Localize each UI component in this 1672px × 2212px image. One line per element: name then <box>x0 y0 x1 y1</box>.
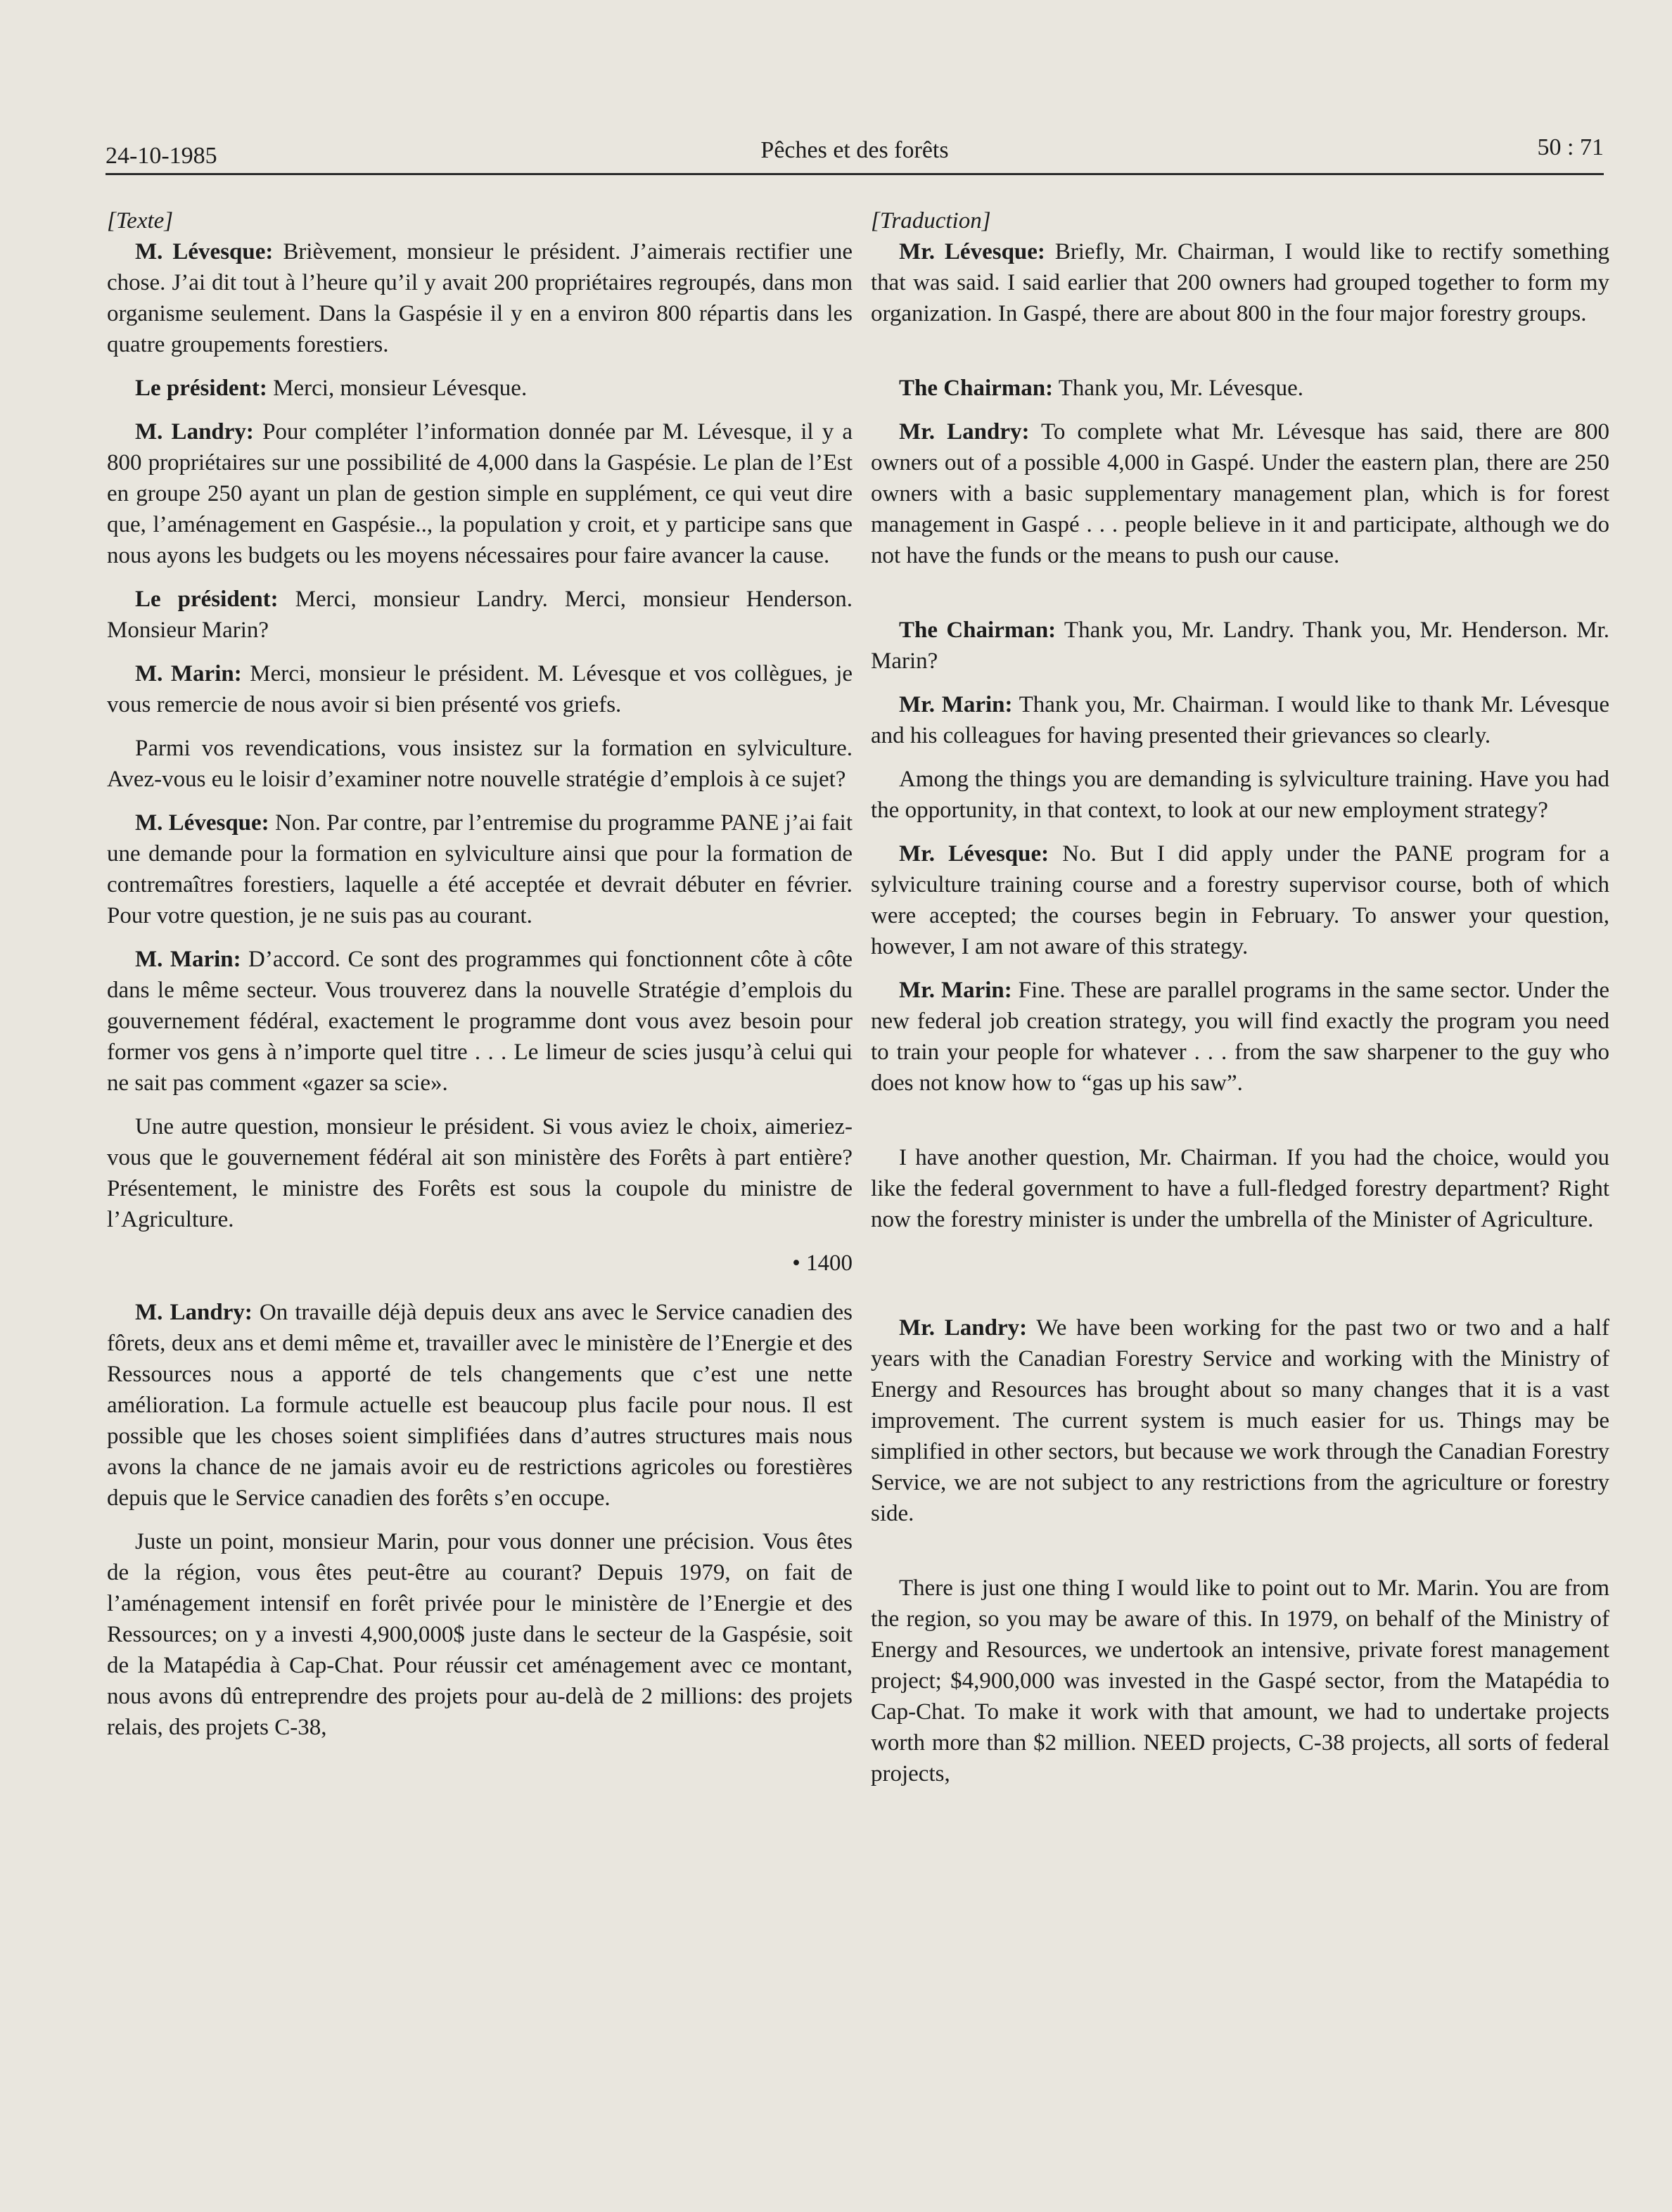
page-header <box>106 130 1604 172</box>
speaker: M. Lévesque: <box>135 810 269 836</box>
speaker: Mr. Lévesque: <box>899 841 1049 867</box>
speaker: Mr. Marin: <box>899 978 1012 1003</box>
paragraph: M. Marin: Merci, monsieur le président. M. Lévesque et vos collègues, je vous remercie de nous avoir si bien présenté vos griefs. <box>107 661 853 717</box>
header-page-number: 50 : 71 <box>1537 134 1604 160</box>
speaker: Mr. Marin: <box>899 692 1013 717</box>
paragraph: I have another question, Mr. Chairman. If you had the choice, would you like the federal government to have a full-fledged forestry department? Right now the forestry minister is under the umbrella of the Minister of Agriculture. <box>871 1145 1609 1232</box>
paragraph: Parmi vos revendications, vous insistez sur la formation en sylviculture. Avez-vous eu le loisir d’examiner notre nouvelle stratégie d’emplois à ce sujet? <box>107 736 853 792</box>
paragraph: Le président: Merci, monsieur Lévesque. <box>135 376 528 401</box>
speaker: M. Landry: <box>135 419 254 445</box>
paragraph: Mr. Landry: To complete what Mr. Lévesque has said, there are 800 owners out of a possible 4,000 in Gaspé. Under the eastern plan, there are 250 owners with a basic supplementary management plan, which is for forest management in Gaspé . . . people believe in it and participate, although we do not have the funds or the means to push our cause. <box>871 419 1609 568</box>
paragraph: Mr. Lévesque: Briefly, Mr. Chairman, I would like to rectify something that was said. I said earlier that 200 owners had grouped together to form my organization. In Gaspé, there are about 800 in the four major forestry groups. <box>871 239 1609 326</box>
speaker: Mr. Lévesque: <box>899 239 1045 264</box>
header-date: 24-10-1985 <box>106 143 217 169</box>
time-stamp: • 1400 <box>792 1251 853 1276</box>
speaker: The Chairman: <box>899 376 1054 401</box>
paragraph: Mr. Marin: Fine. These are parallel programs in the same sector. Under the new federal job creation strategy, you will find exactly the program you need to train your people for whatever . . . from the saw sharpener to the guy who does not know how to “gas up his saw”. <box>871 978 1609 1096</box>
speaker: The Chairman: <box>899 618 1057 643</box>
speaker: Mr. Landry: <box>899 419 1030 445</box>
header-rule <box>106 173 1604 175</box>
paragraph: Mr. Lévesque: No. But I did apply under the PANE program for a sylviculture training course and a forestry supervisor course, both of which were accepted; the courses begin in February. To answer your question, however, I am not aware of this strategy. <box>871 841 1609 959</box>
speaker: M. Landry: <box>135 1300 253 1325</box>
paragraph: There is just one thing I would like to point out to Mr. Marin. You are from the region, so you may be aware of this. In 1979, on behalf of the Ministry of Energy and Resources, we undertook an intensive, private forest management project; $4,900,000 was invested in the Gaspé sector, from the Matapédia to Cap-Chat. To make it work with that amount, we had to undertake projects worth more than $2 million. NEED projects, C-38 projects, all sorts of federal projects, <box>871 1575 1609 1786</box>
paragraph: M. Landry: On travaille déjà depuis deux ans avec le Service canadien des fôrets, deux ans et demi même et, travailler avec le ministère de l’Energie et des Ressources nous a apporté de tels changements que c’est une nette amélioration. La formule actuelle est beaucoup plus facile pour nous. Il est possible que les choses soient simplifiées dans d’autres structures mais nous avons la chance de ne jamais avoir eu de restrictions agricoles ou forestières depuis que le Service canadien des forêts s’en occupe. <box>107 1300 853 1511</box>
text-marker: [Texte] <box>107 208 174 234</box>
french-column <box>107 205 853 1743</box>
paragraph: The Chairman: Thank you, Mr. Landry. Thank you, Mr. Henderson. Mr. Marin? <box>871 618 1610 674</box>
paragraph: Une autre question, monsieur le président. Si vous aviez le choix, aimeriez-vous que le gouvernement fédéral ait son ministère des Forêts à part entière? Présentement, le ministre des Forêts est sous la coupole du ministre de l’Agriculture. <box>107 1114 853 1232</box>
paragraph: The Chairman: Thank you, Mr. Lévesque. <box>899 376 1304 401</box>
paragraph: Juste un point, monsieur Marin, pour vous donner une précision. Vous êtes de la région, vous êtes peut-être au courant? Depuis 1979, on fait de l’aménagement intensif en forêt privée pour le ministère de l’Energie et des Ressources; on y a investi 4,900,000$ juste dans le secteur de la Gaspésie, soit de la Matapédia à Cap-Chat. Pour réussir cet aménagement avec ce montant, nous avons dû entreprendre des projets pour au-delà de 2 millions: des projets relais, des projets C-38, <box>107 1529 853 1740</box>
paragraph: M. Marin: D’accord. Ce sont des programmes qui fonctionnent côte à côte dans le même secteur. Vous trouverez dans la nouvelle Stratégie d’emplois du gouvernement fédéral, exactement le programme dont vous avez besoin pour former vos gens à n’importe quel titre . . . Le limeur de scies jusqu’à celui qui ne sait pas comment «gazer sa scie». <box>107 947 853 1096</box>
paragraph: M. Lévesque: Brièvement, monsieur le président. J’aimerais rectifier une chose. J’ai dit tout à l’heure qu’il y avait 200 propriétaires regroupés, dans mon organisme seulement. Dans la Gaspésie il y en a environ 800 répartis dans les quatre groupements forestiers. <box>107 239 853 357</box>
speaker: Mr. Landry: <box>899 1315 1028 1341</box>
speaker: M. Marin: <box>135 947 241 972</box>
speaker: M. Lévesque: <box>135 239 274 264</box>
paragraph: Mr. Marin: Thank you, Mr. Chairman. I would like to thank Mr. Lévesque and his colleagues for having presented their grievances so clearly. <box>871 692 1609 748</box>
translation-marker: [Traduction] <box>871 208 991 234</box>
paragraph: Among the things you are demanding is sylviculture training. Have you had the opportunity, in that context, to look at our new employment strategy? <box>871 767 1609 823</box>
english-column <box>871 205 1609 1789</box>
header-title: Pêches et des forêts <box>760 137 949 163</box>
speaker: M. Marin: <box>135 661 242 686</box>
paragraph: Le président: Merci, monsieur Landry. Merci, monsieur Henderson. Monsieur Marin? <box>107 587 853 643</box>
paragraph: Mr. Landry: We have been working for the past two or two and a half years with the Canadian Forestry Service and working with the Ministry of Energy and Resources has brought about so many changes that it is a vast improvement. The current system is much easier for us. Things may be simplified in other sectors, but because we work through the Canadian Forestry Service, we are not subject to any restrictions from the agriculture or forestry side. <box>871 1315 1610 1526</box>
speaker: Le président: <box>135 376 267 401</box>
speaker: Le président: <box>135 587 279 612</box>
paragraph: M. Lévesque: Non. Par contre, par l’entremise du programme PANE j’ai fait une demande pour la formation en sylviculture ainsi que pour la formation de contremaîtres forestiers, laquelle a été acceptée et devrait débuter en février. Pour votre question, je ne suis pas au courant. <box>107 810 853 928</box>
paragraph: M. Landry: Pour compléter l’information donnée par M. Lévesque, il y a 800 propriétaires sur une possibilité de 4,000 dans la Gaspésie. Le plan de l’Est en groupe 250 ayant un plan de gestion simple en supplément, ce qui veut dire que, l’aménagement en Gaspésie.., la population y croit, et y participe sans que nous ayons les budgets ou les moyens nécessaires pour faire avancer la cause. <box>107 419 853 568</box>
